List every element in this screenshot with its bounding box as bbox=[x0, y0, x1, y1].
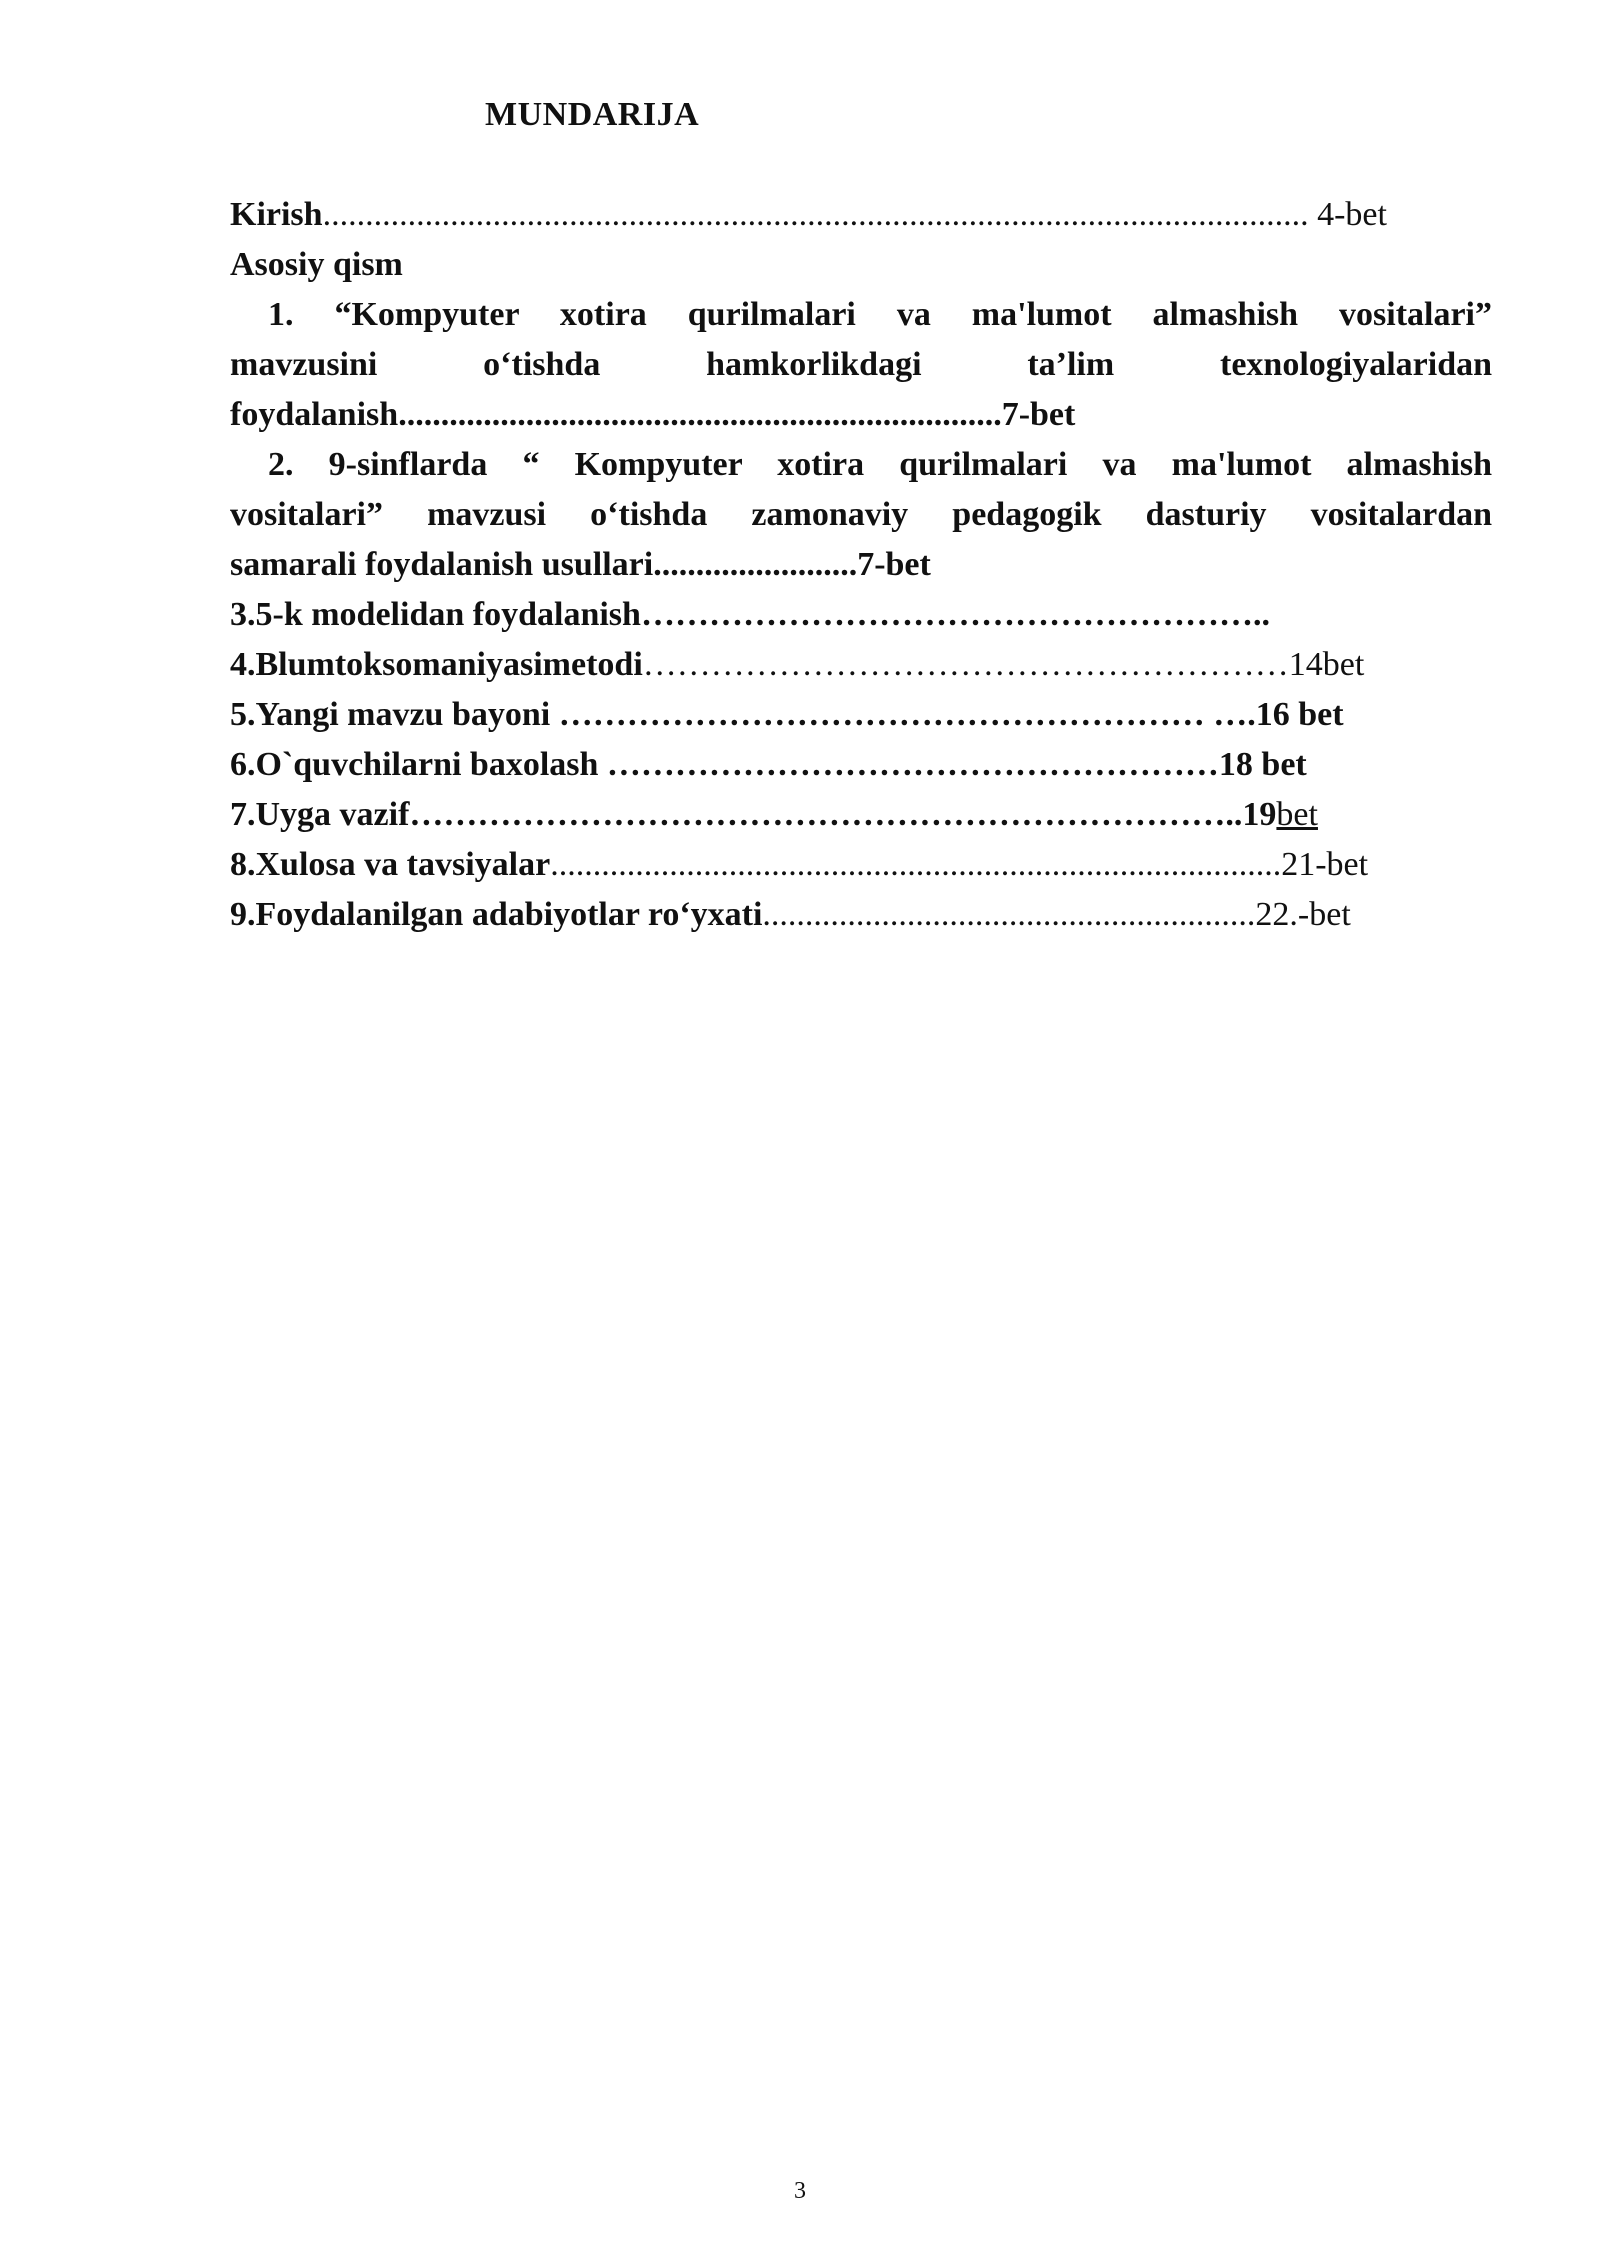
toc-page: 18 bet bbox=[1218, 746, 1307, 783]
word: xotira bbox=[777, 446, 865, 483]
toc-label: Kirish bbox=[230, 196, 323, 233]
toc-entry-9 bbox=[230, 890, 1492, 940]
toc-label: 3.5-k modelidan foydalanish bbox=[230, 596, 641, 633]
word: pedagogik bbox=[952, 496, 1102, 533]
toc-entry-1-line-1 bbox=[230, 290, 1492, 340]
word: 1. bbox=[268, 296, 294, 333]
toc-page: 16 bet bbox=[1255, 696, 1344, 733]
toc-entry-2-line-3 bbox=[230, 540, 1492, 590]
toc-page: 4-bet bbox=[1308, 196, 1387, 233]
word: qurilmalari bbox=[899, 446, 1068, 483]
toc-page: 7-bet bbox=[857, 546, 931, 583]
word: mavzusini bbox=[230, 346, 378, 383]
toc-page-unit-link[interactable]: bet bbox=[1276, 796, 1318, 833]
toc-page: 19 bbox=[1242, 796, 1277, 833]
toc-leader: .......................................................... bbox=[762, 896, 1256, 933]
word: texnologiyalaridan bbox=[1220, 346, 1492, 383]
toc-page: 22.-bet bbox=[1255, 896, 1351, 933]
toc-entry-7 bbox=[230, 790, 1492, 840]
word: dasturiy bbox=[1145, 496, 1267, 533]
word: zamonaviy bbox=[751, 496, 909, 533]
word: ta’lim bbox=[1027, 346, 1115, 383]
toc-entry-2-line-2 bbox=[230, 490, 1492, 540]
word: ma'lumot bbox=[1171, 446, 1312, 483]
toc-entry-3 bbox=[230, 590, 1492, 640]
toc-entry-kirish bbox=[230, 190, 1492, 240]
toc-label: 8.Xulosa va tavsiyalar bbox=[230, 846, 551, 883]
page-title: MUNDARIJA bbox=[485, 96, 700, 133]
word: vositalardan bbox=[1310, 496, 1492, 533]
word: va bbox=[1102, 446, 1137, 483]
word: “ bbox=[522, 446, 540, 483]
word: almashish bbox=[1346, 446, 1492, 483]
word: mavzusi bbox=[427, 496, 547, 533]
word: o‘tishda bbox=[483, 346, 601, 383]
toc-section-asosiy: Asosiy qism bbox=[230, 246, 403, 283]
toc-label: 4.Blumtoksomaniyasimetodi bbox=[230, 646, 643, 683]
word: almashish bbox=[1152, 296, 1299, 333]
toc-label: 5.Yangi mavzu bayoni bbox=[230, 696, 551, 733]
toc-entry-6 bbox=[230, 740, 1492, 790]
toc-label: 7.Uyga vazif bbox=[230, 796, 410, 833]
toc-label: samarali foydalanish usullari bbox=[230, 546, 654, 583]
word: ma'lumot bbox=[971, 296, 1112, 333]
toc-label: 9.Foydalanilgan adabiyotlar ro‘yxati bbox=[230, 896, 763, 933]
toc-entry-5 bbox=[230, 690, 1492, 740]
toc-leader: ……………………………………………….. bbox=[640, 596, 1270, 633]
word: Kompyuter bbox=[574, 446, 743, 483]
word: 9-sinflarda bbox=[328, 446, 488, 483]
word: o‘tishda bbox=[590, 496, 708, 533]
word: qurilmalari bbox=[687, 296, 856, 333]
toc-leader: ....................................................................... bbox=[398, 396, 1002, 433]
toc-leader: ……………………………………………………………….. bbox=[409, 796, 1243, 833]
toc-page: 7-bet bbox=[1001, 396, 1076, 433]
toc-entry-4 bbox=[230, 640, 1492, 690]
word: vositalari” bbox=[1339, 296, 1492, 333]
toc-leader: ...................................................................................... bbox=[550, 846, 1282, 883]
word: hamkorlikdagi bbox=[706, 346, 922, 383]
page-number: 3 bbox=[794, 2178, 806, 2204]
toc-entry-8 bbox=[230, 840, 1492, 890]
toc-entry-1-line-2 bbox=[230, 340, 1492, 390]
toc-leader: .................................................................................................................... bbox=[322, 196, 1309, 233]
toc-label: foydalanish bbox=[230, 396, 399, 433]
toc-page: 14bet bbox=[1288, 646, 1365, 683]
word: va bbox=[896, 296, 931, 333]
toc-leader: ………………………………………………… bbox=[642, 646, 1289, 683]
word: 2. bbox=[268, 446, 294, 483]
word: xotira bbox=[559, 296, 647, 333]
toc-entry-2-line-1 bbox=[230, 440, 1492, 490]
table-of-contents bbox=[230, 190, 1492, 940]
toc-leader: ………………………………………………… …. bbox=[550, 696, 1256, 733]
toc-page: 21-bet bbox=[1281, 846, 1369, 883]
word: vositalari” bbox=[230, 496, 383, 533]
toc-leader: ........................ bbox=[653, 546, 858, 583]
toc-label: 6.O`quvchilarni baxolash bbox=[230, 746, 599, 783]
word: “Kompyuter bbox=[334, 296, 519, 333]
toc-leader: ……………………………………………… bbox=[598, 746, 1219, 783]
toc-entry-1-line-3 bbox=[230, 390, 1492, 440]
